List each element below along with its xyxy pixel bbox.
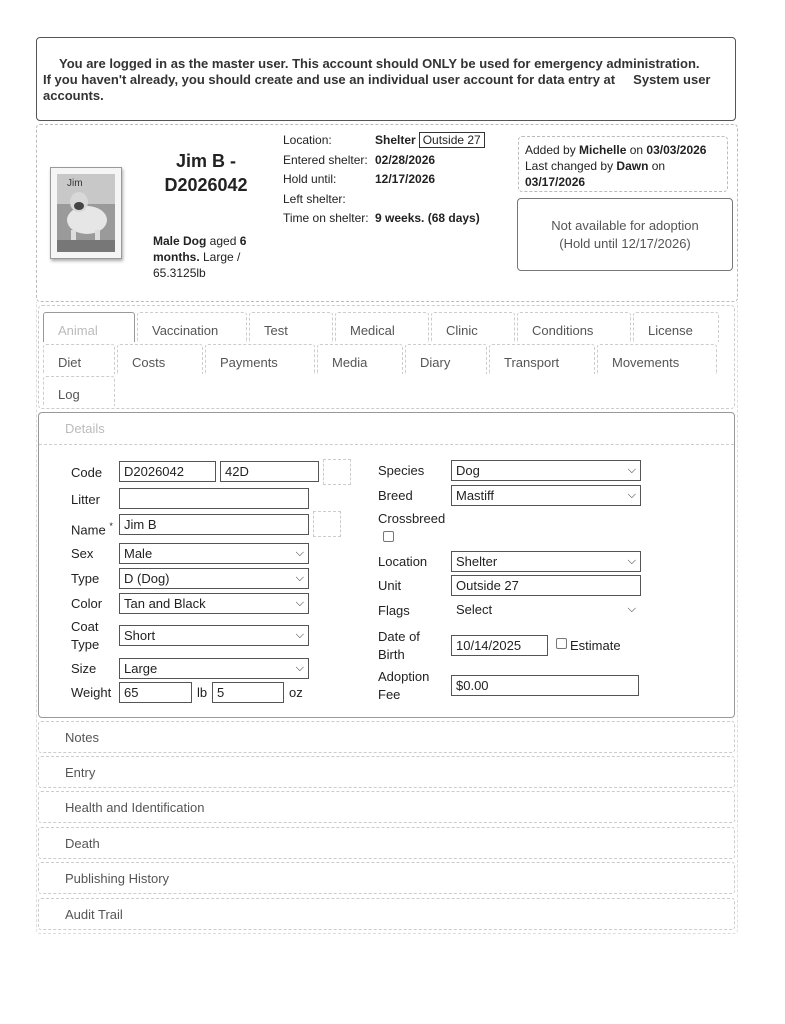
adoption-status-line: Not available for adoption — [551, 218, 699, 233]
chevron-down-icon: ⌵ — [627, 464, 636, 476]
last-changed-date: 03/17/2026 — [525, 175, 586, 189]
tab-test[interactable]: Test — [249, 312, 333, 342]
code-generate-button[interactable] — [323, 459, 351, 485]
warning-line-2: If you haven't already, you should create and use an individual user account for data entry at System user accounts. — [43, 72, 711, 103]
dog-photo-icon — [57, 174, 115, 252]
tab-transport[interactable]: Transport — [489, 344, 595, 374]
species-label: Species — [378, 463, 425, 478]
crossbreed-checkbox[interactable] — [383, 531, 394, 542]
details-panel — [38, 412, 735, 718]
hold-until-value: 12/17/2026 — [375, 172, 436, 186]
section-notes[interactable]: Notes — [38, 721, 735, 753]
random-name-button[interactable] — [313, 511, 341, 537]
tab-log[interactable]: Log — [43, 376, 115, 406]
name-input[interactable]: Jim B — [119, 514, 309, 535]
section-entry[interactable]: Entry — [38, 756, 735, 788]
tab-diary[interactable]: Diary — [405, 344, 487, 374]
litter-label: Litter — [71, 492, 100, 507]
species-select[interactable]: Dog ⌵ — [451, 460, 641, 481]
size-label: Size — [71, 661, 97, 676]
date-of-birth-input[interactable]: 10/14/2025 — [451, 635, 548, 656]
short-code-input[interactable]: 42D — [220, 461, 319, 482]
animal-code-line: D2026042 — [164, 175, 248, 195]
unit-label: Unit — [378, 578, 402, 593]
estimate-checkbox[interactable] — [556, 638, 567, 649]
chevron-down-icon: ⌵ — [295, 597, 304, 609]
animal-tabs — [38, 305, 735, 409]
adoption-fee-label: Adoption Fee — [378, 669, 430, 702]
warning-line-1: You are logged in as the master user. This account should ONLY be used for emergency administration. — [59, 56, 700, 71]
chevron-down-icon: ⌵ — [295, 629, 304, 641]
audit-info — [518, 136, 728, 192]
lb-unit: lb — [197, 685, 208, 700]
chevron-down-icon: ⌵ — [627, 603, 636, 615]
oz-unit: oz — [289, 685, 303, 700]
code-label: Code — [71, 465, 103, 480]
breed-label: Breed — [378, 488, 413, 503]
color-label: Color — [71, 596, 103, 611]
flags-select[interactable]: Select ⌵ — [451, 599, 641, 620]
hold-until-label: Hold until: — [283, 172, 337, 186]
tab-costs[interactable]: Costs — [117, 344, 203, 374]
chevron-down-icon: ⌵ — [295, 547, 304, 559]
weight-lb-input[interactable]: 65 — [119, 682, 192, 703]
section-death[interactable]: Death — [38, 827, 735, 859]
left-shelter-label: Left shelter: — [283, 191, 346, 206]
section-audit-trail[interactable]: Audit Trail — [38, 898, 735, 930]
animal-title — [151, 149, 261, 197]
photo-label: Jim — [67, 178, 83, 189]
size-select[interactable]: Large ⌵ — [119, 658, 309, 679]
tab-vaccination[interactable]: Vaccination — [137, 312, 247, 342]
location-info-value: Shelter Outside 27 — [375, 133, 485, 147]
location-label: Location — [378, 554, 428, 569]
flags-label: Flags — [378, 603, 410, 618]
location-unit-badge: Outside 27 — [419, 132, 485, 148]
code-input[interactable]: D2026042 — [119, 461, 216, 482]
adoption-status — [517, 198, 733, 271]
litter-input[interactable] — [119, 488, 309, 509]
entered-shelter-value: 02/28/2026 — [375, 152, 436, 167]
unit-input[interactable]: Outside 27 — [451, 575, 641, 596]
weight-label: Weight — [71, 685, 112, 700]
animal-summary: Male Dog aged 6 months. Large / 65.3125lb — [153, 234, 247, 280]
sex-select[interactable]: Male ⌵ — [119, 543, 309, 564]
type-label: Type — [71, 571, 100, 586]
chevron-down-icon: ⌵ — [295, 572, 304, 584]
coat-type-select[interactable]: Short ⌵ — [119, 625, 309, 646]
last-changed-by: Last changed by Dawn on — [525, 159, 666, 173]
added-by: Added by Michelle on 03/03/2026 — [525, 143, 707, 157]
animal-photo[interactable] — [50, 167, 122, 259]
breed-select[interactable]: Mastiff ⌵ — [451, 485, 641, 506]
system-user-accounts-link[interactable]: System user accounts — [43, 72, 711, 103]
estimate-label: Estimate — [570, 638, 621, 653]
tab-conditions[interactable]: Conditions — [517, 312, 631, 342]
location-info-label: Location: — [283, 133, 332, 147]
section-health-identification[interactable]: Health and Identification — [38, 791, 735, 823]
master-user-warning — [36, 37, 736, 121]
crossbreed-label: Crossbreed — [378, 511, 446, 526]
time-on-shelter-value: 9 weeks. (68 days) — [375, 211, 480, 225]
weight-oz-input[interactable]: 5 — [212, 682, 284, 703]
chevron-down-icon: ⌵ — [627, 489, 636, 501]
tab-movements[interactable]: Movements — [597, 344, 717, 374]
sex-label: Sex — [71, 546, 94, 561]
tab-diet[interactable]: Diet — [43, 344, 115, 374]
section-publishing-history[interactable]: Publishing History — [38, 862, 735, 894]
adoption-fee-input[interactable]: $0.00 — [451, 675, 639, 696]
location-select[interactable]: Shelter ⌵ — [451, 551, 641, 572]
date-of-birth-label: Date of Birth — [378, 629, 420, 662]
entered-shelter-label: Entered shelter: — [283, 152, 368, 167]
chevron-down-icon: ⌵ — [627, 555, 636, 567]
tab-clinic[interactable]: Clinic — [431, 312, 515, 342]
color-select[interactable]: Tan and Black ⌵ — [119, 593, 309, 614]
type-select[interactable]: D (Dog) ⌵ — [119, 568, 309, 589]
required-marker: * — [109, 521, 113, 531]
tab-animal[interactable]: Animal — [43, 312, 135, 342]
tab-payments[interactable]: Payments — [205, 344, 315, 374]
tab-media[interactable]: Media — [317, 344, 403, 374]
tab-license[interactable]: License — [633, 312, 719, 342]
animal-header — [36, 124, 738, 302]
time-on-shelter-label: Time on shelter: — [283, 211, 369, 225]
adoption-hold-line: (Hold until 12/17/2026) — [559, 236, 691, 251]
tab-medical[interactable]: Medical — [335, 312, 429, 342]
animal-name-line: Jim B - — [175, 151, 236, 171]
name-label: Name * — [71, 521, 113, 538]
chevron-down-icon: ⌵ — [295, 662, 304, 674]
details-header[interactable]: Details — [39, 413, 734, 445]
coat-type-label: Coat Type — [71, 619, 100, 652]
